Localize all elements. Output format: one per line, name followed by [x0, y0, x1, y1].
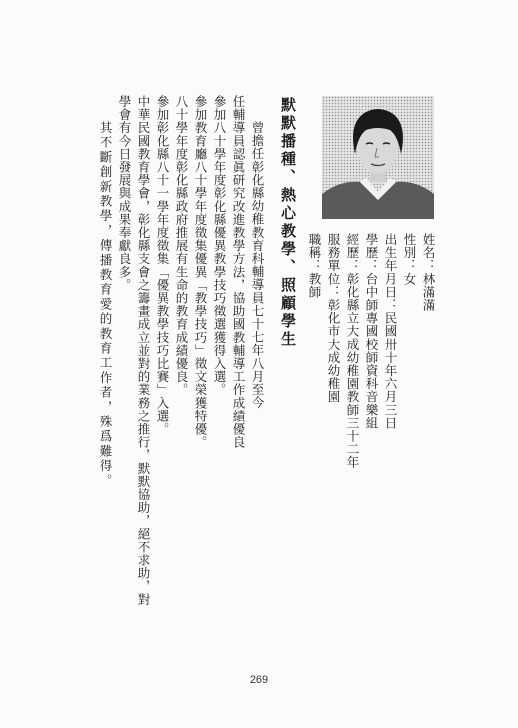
bio-experience: 經歷：彰化縣立大成幼稚園教師三十二年: [345, 233, 360, 469]
body-line: 參加彰化縣八十一學年度徵集「優異教學技巧比賽」入選。: [155, 95, 170, 436]
body-line: 學會有今日發展與成果奉獻良多。: [117, 95, 132, 292]
body-line: 曾擔任彰化縣幼稚教育科輔導員七十七年八月至今: [250, 121, 265, 410]
body-line: 八十學年度彰化縣政府推展有生命的教育成績優良。: [174, 95, 189, 397]
portrait-photo: [322, 96, 434, 219]
body-line: 其不斷創新教學，傳播教育愛的教育工作者，殊爲難得。: [98, 121, 113, 489]
bio-birth: 出生年月日：民國卅十年六月三日: [383, 233, 398, 430]
portrait-image: [322, 96, 434, 219]
body-line: 任輔導員認眞研究改進教學方法，協助國教輔導工作成績優良: [231, 95, 246, 449]
page-number: 269: [249, 674, 269, 686]
bio-position: 職稱：教師: [307, 233, 322, 299]
bio-education: 學歷：台中師專國校師資科音樂組: [364, 233, 379, 430]
bio-gender: 性別：女: [402, 233, 417, 286]
bio-name: 姓名：林滿滿: [421, 233, 436, 312]
body-line: 參加教育廳八十學年度徵集優異「教學技巧」徵文榮獲特優。: [193, 95, 208, 449]
article-title: 默默播種、熱心教學、照顧學生: [279, 97, 297, 349]
bio-employer: 服務單位：彰化市大成幼稚園: [326, 233, 341, 404]
body-line: 參加八十學年度彰化縣優異教學技巧徵選獲得入選。: [212, 95, 227, 397]
body-line: 中華民國教育學會，彰化縣支會之籌畫成立並對的業務之推行，默默協助，絕不求助，對: [136, 95, 151, 606]
